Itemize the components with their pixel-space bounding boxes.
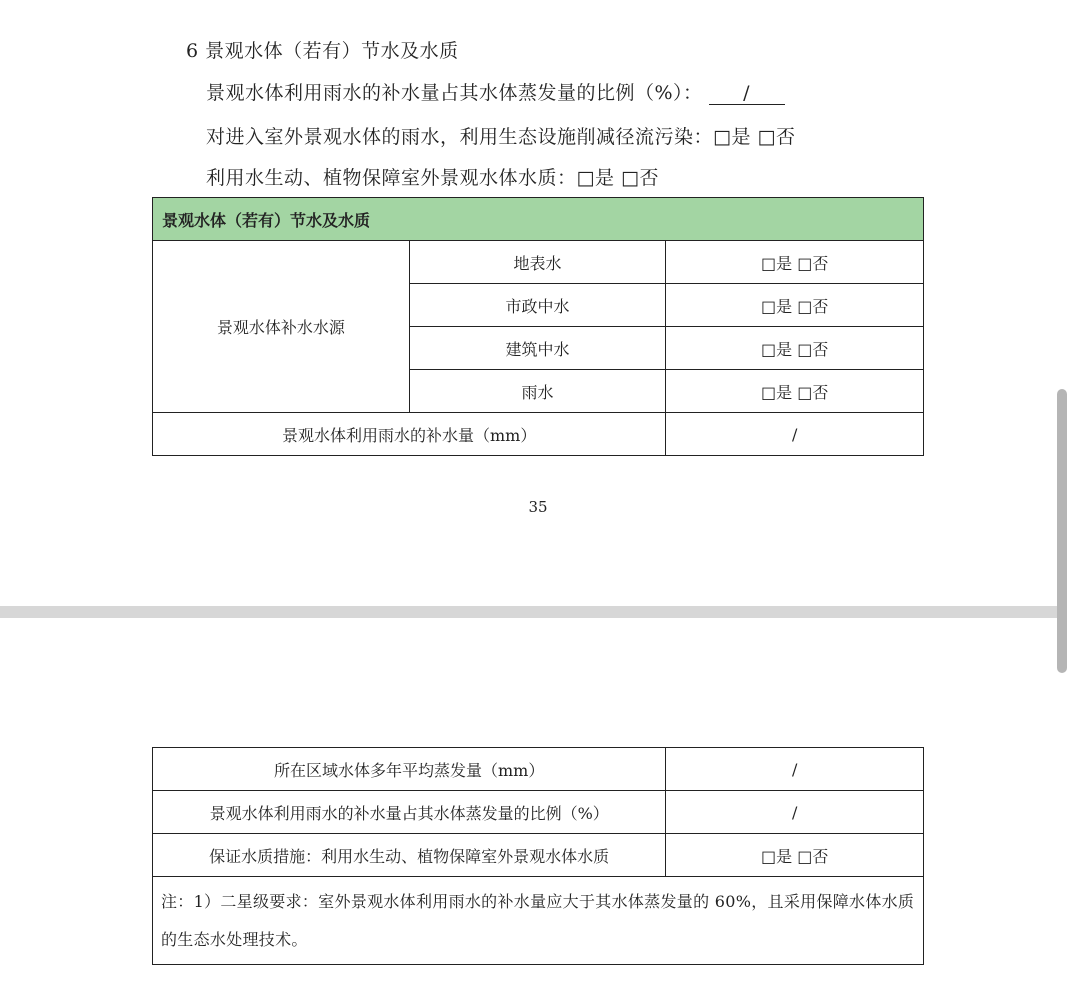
row-label: 所在区域水体多年平均蒸发量（mm）: [153, 748, 666, 791]
source-name: 地表水: [409, 241, 666, 284]
ratio-line-value: /: [709, 82, 785, 105]
source-name: 市政中水: [409, 284, 666, 327]
page-number: 35: [528, 498, 548, 516]
source-choice: □是 □否: [666, 241, 924, 284]
row-value: /: [666, 748, 924, 791]
table-row: [153, 834, 924, 877]
table-row: [153, 413, 924, 456]
table-row: [153, 748, 924, 791]
vertical-scrollbar[interactable]: [1057, 389, 1067, 673]
ratio-line: [206, 78, 785, 105]
evaporation-table: [152, 747, 924, 965]
row-label: 景观水体利用雨水的补水量占其水体蒸发量的比例（%）: [153, 791, 666, 834]
water-quality-line: 利用水生动、植物保障室外景观水体水质：□是 □否: [206, 167, 659, 189]
source-label-cell: 景观水体补水水源: [153, 241, 410, 413]
rain-amount-value: /: [666, 413, 924, 456]
row-value: □是 □否: [666, 834, 924, 877]
eco-facility-line: 对进入室外景观水体的雨水，利用生态设施削减径流污染：□是 □否: [206, 126, 796, 148]
table-note: 注：1）二星级要求：室外景观水体利用雨水的补水量应大于其水体蒸发量的 60%，且采用保障水体水质的生态水处理技术。: [153, 877, 924, 965]
table-header: 景观水体（若有）节水及水质: [153, 198, 924, 241]
row-label: 保证水质措施：利用水生动、植物保障室外景观水体水质: [153, 834, 666, 877]
table-row: [153, 241, 924, 284]
landscape-water-table: [152, 197, 924, 456]
row-value: /: [666, 791, 924, 834]
ratio-line-label: 景观水体利用雨水的补水量占其水体蒸发量的比例（%）：: [206, 82, 703, 104]
source-choice: □是 □否: [666, 370, 924, 413]
table-row: [153, 791, 924, 834]
source-choice: □是 □否: [666, 284, 924, 327]
source-name: 雨水: [409, 370, 666, 413]
source-choice: □是 □否: [666, 327, 924, 370]
section-heading: 6 景观水体（若有）节水及水质: [186, 40, 459, 62]
rain-amount-label: 景观水体利用雨水的补水量（mm）: [153, 413, 666, 456]
page-separator: [0, 606, 1060, 618]
source-name: 建筑中水: [409, 327, 666, 370]
